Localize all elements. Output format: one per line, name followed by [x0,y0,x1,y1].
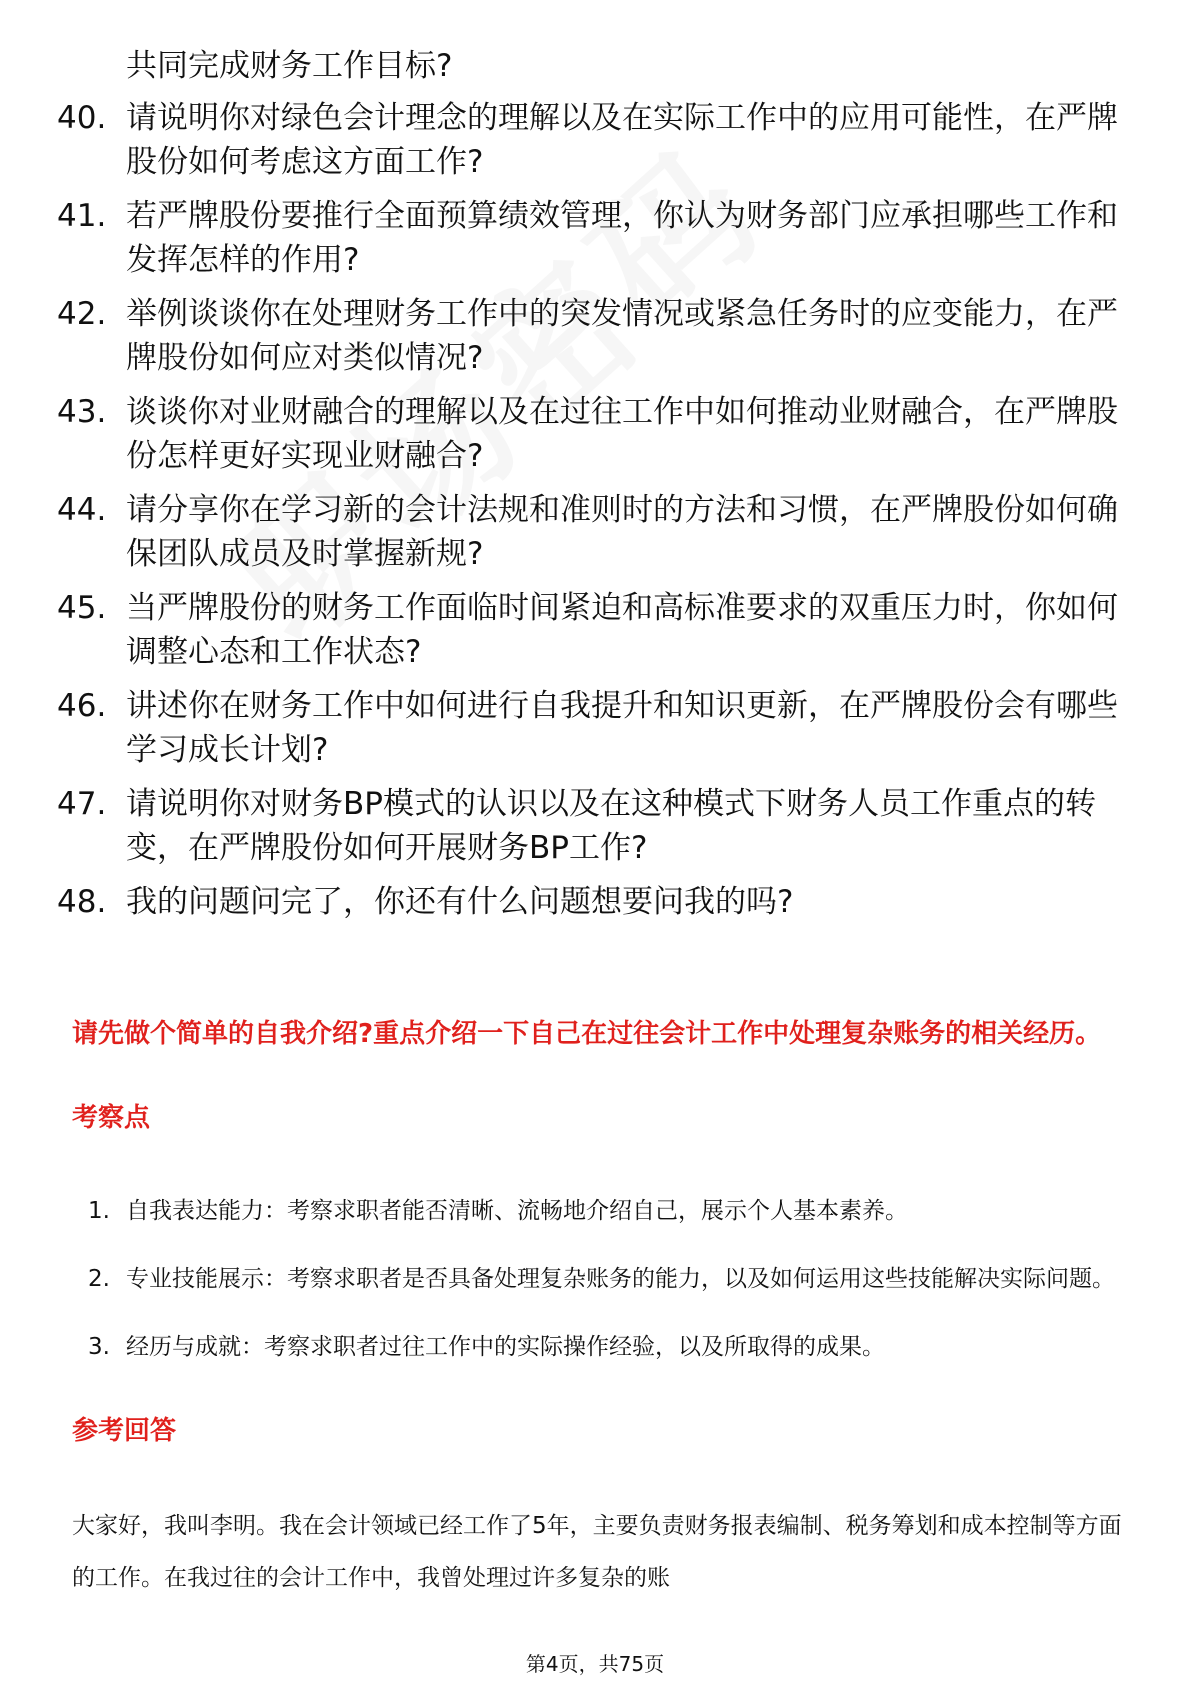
question-text: 请分享你在学习新的会计法规和准则时的方法和习惯，在严牌股份如何确保团队成员及时掌握新规? [126,492,1118,572]
question-number: 43. [57,394,107,430]
question-number: 47. [57,786,107,822]
list-item [0,44,1190,88]
section-title-answer: 参考回答 [72,1416,177,1446]
question-text: 讲述你在财务工作中如何进行自我提升和知识更新，在严牌股份会有哪些学习成长计划? [126,688,1118,768]
question-number: 41. [57,198,107,234]
question-number: 44. [57,492,107,528]
question-text: 请说明你对财务BP模式的认识以及在这种模式下财务人员工作重点的转变，在严牌股份如何开展财务BP工作? [126,786,1096,866]
point-number: 2. [88,1266,110,1292]
list-item [0,292,1190,380]
list-item [0,684,1190,772]
question-text: 举例谈谈你在处理财务工作中的突发情况或紧急任务时的应变能力，在严牌股份如何应对类似情况? [126,296,1118,376]
point-text: 自我表达能力：考察求职者能否清晰、流畅地介绍自己，展示个人基本素养。 [126,1198,908,1224]
page-footer: 第4页，共75页 [525,1652,665,1676]
question-list [0,44,1190,934]
list-item [0,586,1190,674]
list-item [0,1253,1190,1305]
list-item [0,390,1190,478]
question-number: 48. [57,884,107,920]
point-text: 专业技能展示：考察求职者是否具备处理复杂账务的能力，以及如何运用这些技能解决实际问题。 [126,1266,1115,1292]
list-item [0,782,1190,870]
question-text: 共同完成财务工作目标? [126,48,453,84]
question-number: 42. [57,296,107,332]
question-text: 谈谈你对业财融合的理解以及在过往工作中如何推动业财融合，在严牌股份怎样更好实现业财融合? [126,394,1118,474]
question-headline: 请先做个简单的自我介绍?重点介绍一下自己在过往会计工作中处理复杂账务的相关经历。 [72,1019,1102,1049]
list-item [0,194,1190,282]
question-text: 若严牌股份要推行全面预算绩效管理，你认为财务部门应承担哪些工作和发挥怎样的作用? [126,198,1118,278]
list-item [0,1185,1190,1237]
answer-paragraph: 大家好，我叫李明。我在会计领域已经工作了5年，主要负责财务报表编制、税务筹划和成本控制等方面的工作。在我过往的会计工作中，我曾处理过许多复杂的账 [72,1513,1122,1591]
point-text: 经历与成就：考察求职者过往工作中的实际操作经验，以及所取得的成果。 [126,1334,885,1360]
point-number: 3. [88,1334,110,1360]
list-item [0,1321,1190,1373]
list-item [0,880,1190,924]
points-list [0,1185,1190,1389]
list-item [0,488,1190,576]
question-number: 45. [57,590,107,626]
question-text: 请说明你对绿色会计理念的理解以及在实际工作中的应用可能性，在严牌股份如何考虑这方面工作? [126,100,1118,180]
list-item [0,96,1190,184]
question-number: 40. [57,100,107,136]
section-title-points: 考察点 [72,1103,151,1133]
question-text: 我的问题问完了，你还有什么问题想要问我的吗? [126,884,794,920]
point-number: 1. [88,1198,110,1224]
question-number: 46. [57,688,107,724]
question-text: 当严牌股份的财务工作面临时间紧迫和高标准要求的双重压力时，你如何调整心态和工作状态? [126,590,1118,670]
